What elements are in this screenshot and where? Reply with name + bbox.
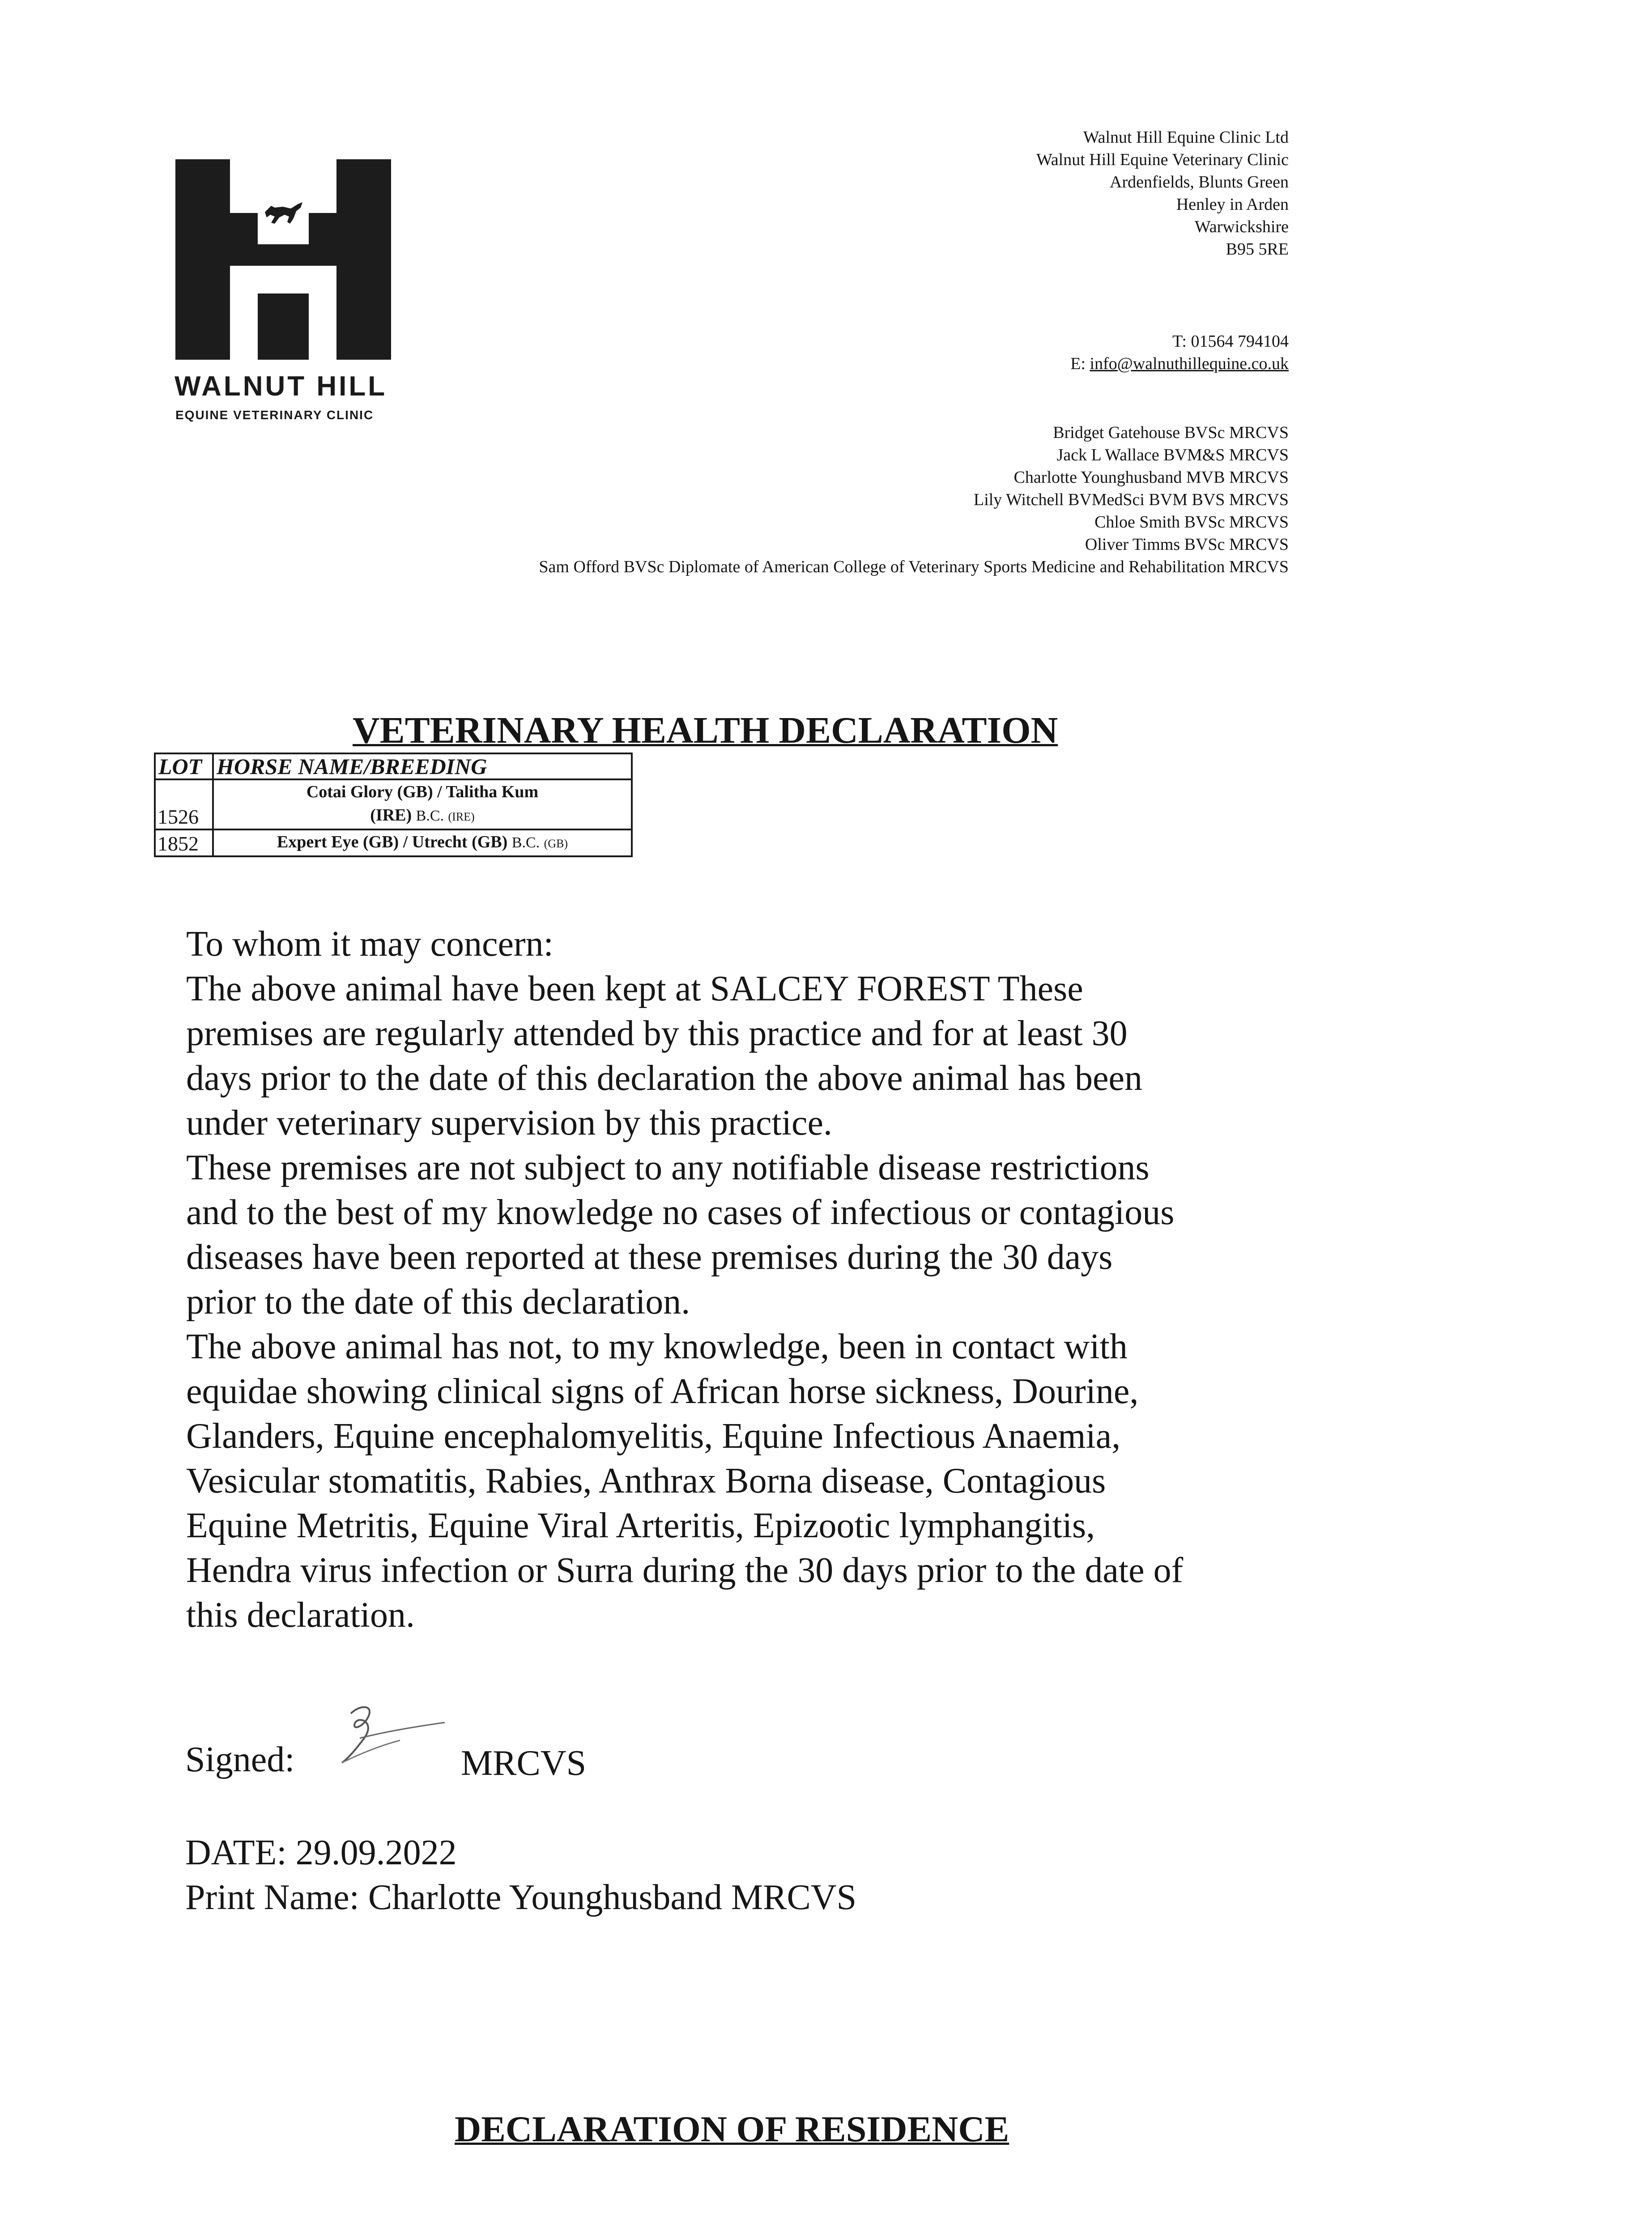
email-line <box>1070 353 1289 375</box>
table-header-row <box>155 753 632 779</box>
body-line: Hendra virus infection or Surra during the 30 days prior to the date of <box>186 1551 1184 1590</box>
vets-list <box>539 421 1289 578</box>
table-row <box>155 829 632 856</box>
vet-name: Sam Offord BVSc Diplomate of American College of Veterinary Sports Medicine and Rehabilitation MRCVS <box>539 557 1289 576</box>
vet-name: Oliver Timms BVSc MRCVS <box>1085 535 1289 554</box>
address-line: Warwickshire <box>1194 217 1289 236</box>
walnut-hill-logo <box>175 159 391 360</box>
print-name: Print Name: Charlotte Younghusband MRCVS <box>185 1878 857 1917</box>
address-line: Walnut Hill Equine Clinic Ltd <box>1083 128 1289 147</box>
declaration-date: DATE: 29.09.2022 <box>185 1833 457 1872</box>
page-title: VETERINARY HEALTH DECLARATION <box>353 710 1058 751</box>
horse-breeding <box>213 779 632 829</box>
horse-header: HORSE NAME/BREEDING <box>213 753 632 779</box>
signature-image <box>333 1696 449 1776</box>
body-line: These premises are not subject to any notifiable disease restrictions <box>186 1148 1150 1187</box>
signed-title: MRCVS <box>461 1744 587 1783</box>
address-line: B95 5RE <box>1226 240 1289 259</box>
lot-table <box>154 753 633 857</box>
lot-header: LOT <box>155 753 213 779</box>
horse-breeding: Expert Eye (GB) / Utrecht (GB) B.C. (GB) <box>213 829 632 856</box>
body-line: under veterinary supervision by this practice. <box>186 1103 832 1143</box>
breeding-line: (IRE) B.C. (IRE) <box>370 806 475 825</box>
body-line: Equine Metritis, Equine Viral Arteritis, Epizootic lymphangitis, <box>186 1506 1095 1545</box>
logo-name: WALNUT HILL <box>175 371 387 402</box>
address-line: Henley in Arden <box>1176 195 1289 214</box>
body-line: The above animal have been kept at SALCEY FOREST These <box>186 969 1083 1008</box>
clinic-contact <box>1070 330 1289 375</box>
vet-name: Bridget Gatehouse BVSc MRCVS <box>1053 423 1289 442</box>
vet-name: Charlotte Younghusband MVB MRCVS <box>1013 468 1289 487</box>
body-line: this declaration. <box>186 1595 415 1635</box>
lot-number: 1526 <box>155 779 213 829</box>
lot-number: 1852 <box>155 829 213 856</box>
breeding-line: Cotai Glory (GB) / Talitha Kum <box>306 783 539 801</box>
email-label: E: <box>1070 354 1090 373</box>
body-line: and to the best of my knowledge no cases of infectious or contagious <box>186 1193 1175 1232</box>
body-line: equidae showing clinical signs of African horse sickness, Dourine, <box>186 1372 1139 1411</box>
declaration-body <box>186 922 1305 1637</box>
signed-label: Signed: <box>185 1740 295 1779</box>
table-row <box>155 779 632 829</box>
body-line: diseases have been reported at these premises during the 30 days <box>186 1238 1113 1277</box>
vet-name: Lily Witchell BVMedSci BVM BVS MRCVS <box>973 490 1289 509</box>
body-line: prior to the date of this declaration. <box>186 1282 690 1322</box>
body-line: Glanders, Equine encephalomyelitis, Equine Infectious Anaemia, <box>186 1416 1121 1456</box>
vet-name: Jack L Wallace BVM&S MRCVS <box>1056 446 1289 464</box>
address-line: Walnut Hill Equine Veterinary Clinic <box>1036 150 1289 169</box>
email-link[interactable]: info@walnuthillequine.co.uk <box>1090 354 1289 373</box>
phone-number: T: 01564 794104 <box>1172 332 1289 351</box>
logo-subtitle: EQUINE VETERINARY CLINIC <box>175 408 374 422</box>
body-line: days prior to the date of this declaration the above animal has been <box>186 1059 1143 1098</box>
residence-title: DECLARATION OF RESIDENCE <box>455 2109 1009 2149</box>
clinic-address <box>1036 126 1289 260</box>
address-line: Ardenfields, Blunts Green <box>1110 173 1289 191</box>
body-line: The above animal has not, to my knowledge, been in contact with <box>186 1327 1128 1366</box>
body-line: Vesicular stomatitis, Rabies, Anthrax Borna disease, Contagious <box>186 1461 1106 1501</box>
body-line: premises are regularly attended by this practice and for at least 30 <box>186 1014 1128 1053</box>
vet-name: Chloe Smith BVSc MRCVS <box>1094 513 1289 532</box>
body-line: To whom it may concern: <box>186 924 554 964</box>
